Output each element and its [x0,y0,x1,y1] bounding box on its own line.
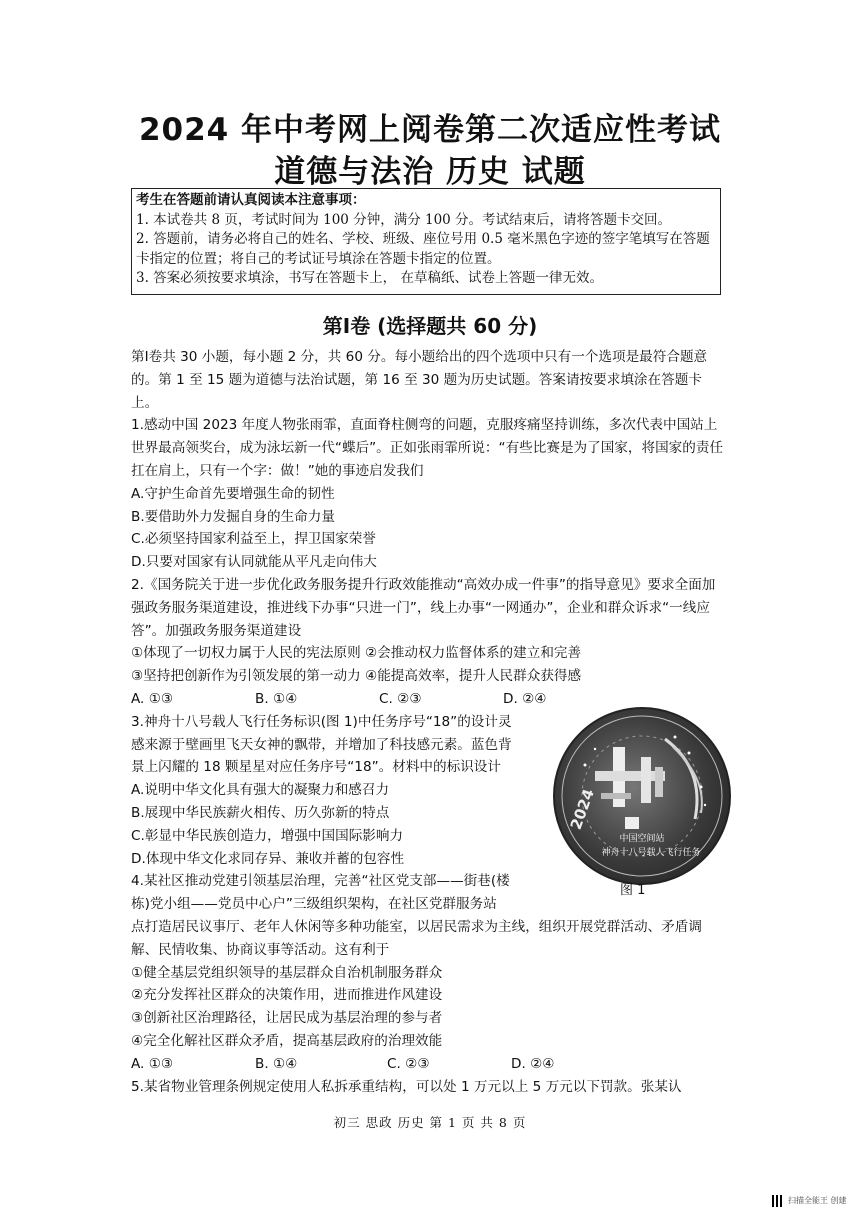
mission-emblem-image [553,707,731,885]
q1-option-b: B.要借助外力发掘自身的生命力量 [131,508,335,525]
q1-option-c: C.必须坚持国家利益至上，捍卫国家荣誉 [131,531,376,548]
q4-option-c: C. ②③ [387,1055,430,1072]
q3-stem-line: 3.神舟十八号载人飞行任务标识(图 1)中任务序号“18”的设计灵 [131,713,512,730]
q2-option-d: D. ②④ [503,690,547,707]
exam-title: 2024 年中考网上阅卷第二次适应性考试 [138,112,722,148]
q3-option-d: D.体现中华文化求同存异、兼收并蓄的包容性 [131,850,405,867]
q2-option-b: B. ①④ [255,690,298,707]
notice-item: 2. 答题前，请务必将自己的姓名、学校、班级、座位号用 0.5 毫米黑色字迹的签字笔填写在答题卡指定的位置；将自己的考试证号填涂在答题卡指定的位置。 [136,231,710,267]
q3-option-a: A.说明中华文化具有强大的凝聚力和感召力 [131,782,390,799]
q3-option-c: C.彰显中华民族创造力，增强中国国际影响力 [131,827,404,844]
section-intro: 第Ⅰ卷共 30 小题，每小题 2 分，共 60 分。每小题给出的四个选项中只有一个选项是最符合题意的。第 1 至 15 题为道德与法治试题，第 16 至 30 题为历史试题。答案请按要求填涂在答题卡上。 [131,349,708,411]
q4-statement: ②充分发挥社区群众的决策作用，进而推进作风建设 [131,987,443,1004]
q4-stem-line: 栋)党小组——党员中心户”三级组织架构，在社区党群服务站 [131,896,497,913]
q2-stem: 2.《国务院关于进一步优化政务服务提升行政效能推动“高效办成一件事”的指导意见》要求全面加强政务服务渠道建设，推进线下办事“只进一门”，线上办事“一网通办”，企业和群众诉求“一线应答”。加强政务服务渠道建设 [131,576,716,639]
q1-option-a: A.守护生命首先要增强生命的韧性 [131,485,335,502]
q1-option-d: D.只要对国家有认同就能从平凡走向伟大 [131,554,377,571]
q1-stem: 1.感动中国 2023 年度人物张雨霏，直面脊柱侧弯的问题，克服疼痛坚持训练，多次代表中国站上世界最高领奖台，成为泳坛新一代“蝶后”。正如张雨霏所说：“有些比赛是为了国家，将国家的责任扛在肩上，只有一个字：做！”她的事迹启发我们 [131,417,724,479]
qr-icon [772,1195,784,1207]
q2-option-a: A. ①③ [131,690,174,707]
q4-stem-rest: 点打造居民议事厅、老年人休闲等多种功能室，以居民需求为主线，组织开展党群活动、矛盾调解、民情收集、协商议事等活动。这有利于 [131,918,702,958]
space-station-icon [555,709,729,883]
q5-stem: 5.某省物业管理条例规定使用人私拆承重结构，可以处 1 万元以上 5 万元以下罚款。张某认 [131,1078,682,1095]
q3-stem-line: 景上闪耀的 18 颗星星对应任务序号“18”。材料中的标识设计 [131,759,501,776]
notice-box [131,188,721,295]
q2-statement-row: ①体现了一切权力属于人民的宪法原则 ②会推动权力监督体系的建立和完善 [131,645,582,662]
q3-option-b: B.展现中华民族薪火相传、历久弥新的特点 [131,804,390,821]
q2-option-c: C. ②③ [379,690,422,707]
q4-statement: ①健全基层党组织领导的基层群众自治机制服务群众 [131,964,443,981]
q4-statement: ④完全化解社区群众矛盾，提高基层政府的治理效能 [131,1032,443,1049]
figure-caption: 图 1 [620,883,646,898]
q4-statement: ③创新社区治理路径，让居民成为基层治理的参与者 [131,1010,443,1027]
scanner-stamp: 扫描全能王 创建 [788,1196,847,1205]
q4-option-b: B. ①④ [255,1055,298,1072]
q4-options [131,1053,725,1076]
q3-stem-line: 感来源于壁画里飞天女神的飘带，并增加了科技感元素。蓝色背 [131,736,512,753]
exam-subtitle: 道德与法治 历史 试题 [274,154,586,190]
q4-stem-line: 4.某社区推动党建引领基层治理，完善“社区党支部——街巷(楼 [131,873,510,890]
emblem-text-station: 中国空间站 [619,834,665,844]
emblem-year: 2024 [566,786,598,832]
section-title: 第Ⅰ卷 (选择题共 60 分) [322,314,538,338]
q2-statement-row: ③坚持把创新作为引领发展的第一动力 ④能提高效率，提升人民群众获得感 [131,668,582,685]
emblem-text-mission: 神舟十八号载人飞行任务 [601,848,701,858]
q4-option-a: A. ①③ [131,1055,174,1072]
page-footer: 初三 思政 历史 第 1 页 共 8 页 [333,1115,527,1130]
q4-option-d: D. ②④ [511,1055,555,1072]
notice-item: 1. 本试卷共 8 页，考试时间为 100 分钟，满分 100 分。考试结束后，请将答题卡交回。 [136,211,672,228]
notice-item: 3. 答案必须按要求填涂，书写在答题卡上， 在草稿纸、试卷上答题一律无效。 [136,270,603,286]
notice-heading: 考生在答题前请认真阅读本注意事项： [136,192,366,208]
